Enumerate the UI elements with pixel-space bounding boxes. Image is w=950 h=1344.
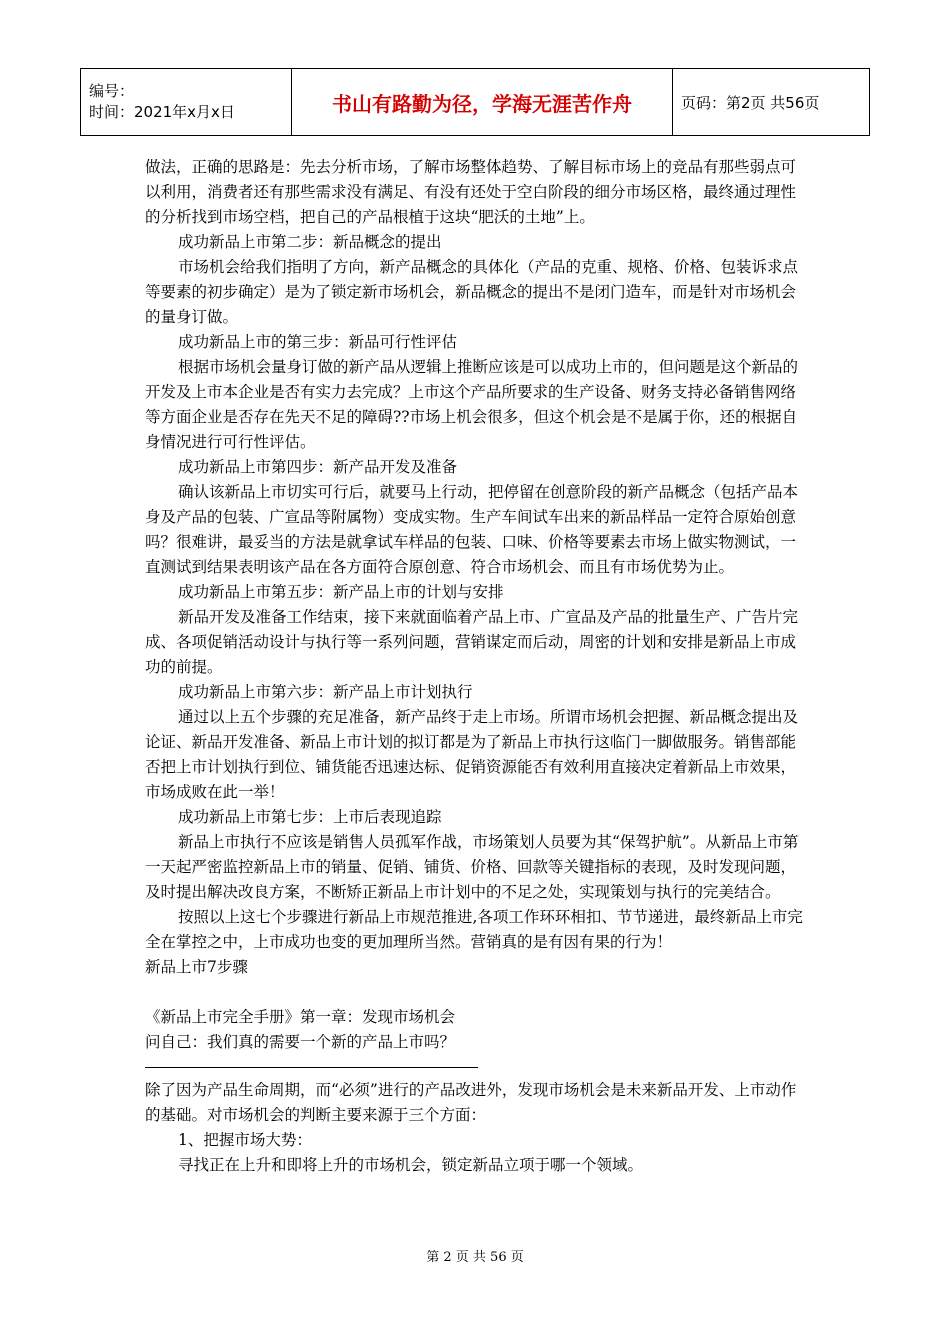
document-date: 时间：2021年x月x日 (89, 103, 235, 121)
paragraph: 做法，正确的思路是：先去分析市场，了解市场整体趋势、了解目标市场上的竞品有那些弱点可以利用，消费者还有那些需求没有满足、有没有还处于空白阶段的细分市场区格，最终通过理性的分析找到市场空档，把自己的产品根植于这块“肥沃的土地”上。 (145, 158, 797, 226)
chapter-title: 《新品上市完全手册》第一章：发现市场机会 (145, 1008, 456, 1026)
document-number: 编号： (89, 82, 135, 100)
question-line: 问自己：我们真的需要一个新的产品上市吗？ (145, 1033, 456, 1051)
document-body (145, 155, 810, 1178)
step-heading: 成功新品上市第四步：新产品开发及准备 (178, 458, 458, 476)
header-motto: 书山有路勤为径，学海无涯苦作舟 (292, 69, 673, 136)
step-heading: 成功新品上市第五步：新产品上市的计划与安排 (178, 583, 504, 601)
blank-line (145, 980, 810, 1005)
page-header (80, 68, 870, 136)
paragraph: 新品上市执行不应该是销售人员孤军作战，市场策划人员要为其“保驾护航”。从新品上市第一天起严密监控新品上市的销量、促销、铺货、价格、回款等关键指标的表现，及时发现问题，及时提出解决改良方案，不断矫正新品上市计划中的不足之处，实现策划与执行的完美结合。 (145, 833, 799, 901)
step-heading: 成功新品上市第六步：新产品上市计划执行 (178, 683, 473, 701)
section-title: 新品上市7步骤 (145, 958, 248, 976)
step-heading: 成功新品上市第七步：上市后表现追踪 (178, 808, 442, 826)
paragraph: 通过以上五个步骤的充足准备，新产品终于走上市场。所谓市场机会把握、新品概念提出及论证、新品开发准备、新品上市计划的拟订都是为了新品上市执行这临门一脚做服务。销售部能否把上市计划执行到位、铺货能否迅速达标、促销资源能否有效利用直接决定着新品上市效果，市场成败在此一举！ (145, 708, 799, 801)
page-footer: 第 2 页 共 56 页 (426, 1250, 524, 1265)
paragraph: 寻找正在上升和即将上升的市场机会，锁定新品立项于哪一个领域。 (178, 1156, 644, 1174)
paragraph: 市场机会给我们指明了方向，新产品概念的具体化（产品的克重、规格、价格、包装诉求点等要素的初步确定）是为了锁定新市场机会，新品概念的提出不是闭门造车，而是针对市场机会的量身订做。 (145, 258, 799, 326)
step-heading: 成功新品上市第二步：新品概念的提出 (178, 233, 442, 251)
list-item-heading: 1、把握市场大势： (178, 1131, 312, 1149)
paragraph: 确认该新品上市切实可行后，就要马上行动，把停留在创意阶段的新产品概念（包括产品本身及产品的包装、广宣品等附属物）变成实物。生产车间试车出来的新品样品一定符合原始创意吗？很难讲，最妥当的方法是就拿试车样品的包装、口味、价格等要素去市场上做实物测试，一直测试到结果表明该产品在各方面符合原创意、符合市场机会、而且有市场优势为止。 (145, 483, 799, 576)
step-heading: 成功新品上市的第三步：新品可行性评估 (178, 333, 458, 351)
paragraph: 除了因为产品生命周期，而“必须”进行的产品改进外，发现市场机会是未来新品开发、上市动作的基础。对市场机会的判断主要来源于三个方面： (145, 1081, 797, 1124)
paragraph: 按照以上这七个步骤进行新品上市规范推进,各项工作环环相扣、节节递进，最终新品上市完全在掌控之中，上市成功也变的更加理所当然。营销真的是有因有果的行为！ (145, 908, 803, 951)
header-page-number: 页码：第2页 共56页 (673, 69, 870, 136)
paragraph: 根据市场机会量身订做的新产品从逻辑上推断应该是可以成功上市的，但问题是这个新品的开发及上市本企业是否有实力去完成？上市这个产品所要求的生产设备、财务支持必备销售网络等方面企业是否存在先天不足的障碍??市场上机会很多，但这个机会是不是属于你，还的根据自身情况进行可行性评估。 (145, 358, 799, 451)
paragraph: 新品开发及准备工作结束，接下来就面临着产品上市、广宣品及产品的批量生产、广告片完成、各项促销活动设计与执行等一系列问题，营销谋定而后动，周密的计划和安排是新品上市成功的前提。 (145, 608, 799, 676)
header-meta (81, 69, 292, 136)
horizontal-rule (145, 1067, 478, 1068)
